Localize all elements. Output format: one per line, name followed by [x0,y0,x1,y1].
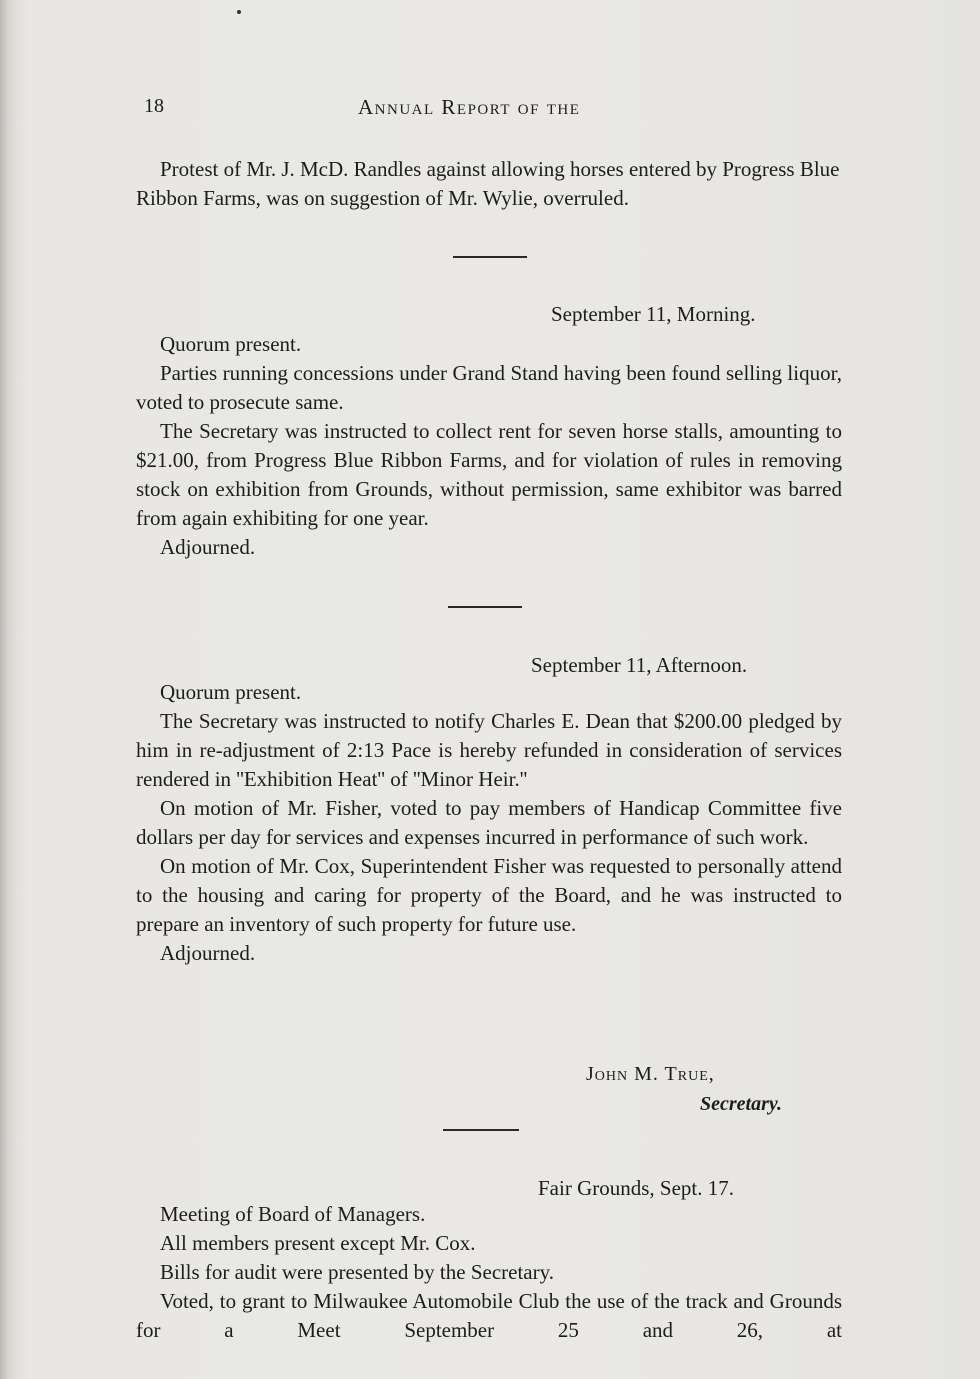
paragraph: Meeting of Board of Managers. [160,1202,426,1226]
print-speck [237,10,241,14]
section-divider [448,606,522,608]
page-header [140,95,840,125]
section-sept-17 [136,1200,842,1345]
paragraph: Protest of Mr. J. McD. Randles against allowing horses entered by Progress Blue Ribbon Farms, was on suggestion of Mr. Wylie, overruled. [136,157,840,210]
running-title: Annual Report of the [358,95,581,119]
paragraph: Parties running concessions under Grand Stand having been found selling liquor, voted to prosecute same. [136,361,842,414]
paragraph: Adjourned. [160,535,256,559]
paragraph: The Secretary was instructed to notify Charles E. Dean that $200.00 pledged by him in re-adjustment of 2:13 Pace is hereby refunded in consideration of services rendered in ''Exhibition Heat'' of ''Minor Heir.'' [136,709,842,791]
paragraph: Adjourned. [160,941,256,965]
paragraph: The Secretary was instructed to collect rent for seven horse stalls, amounting to $21.00, from Progress Blue Ribbon Farms, and for violation of rules in removing stock on exhibition from Grounds, without permission, same exhibitor was barred from again exhibiting for one year. [136,419,842,530]
signature-name: John M. True, [586,1063,715,1085]
paragraph: Quorum present. [160,332,302,356]
page-number: 18 [144,95,164,117]
signature-title: Secretary. [700,1093,783,1115]
paragraph: All members present except Mr. Cox. [160,1231,476,1255]
dateline-sept-17: Fair Grounds, Sept. 17. [538,1176,734,1200]
section-sept-11-morning [136,330,842,562]
section-sept-11-afternoon [136,678,842,968]
paragraph: On motion of Mr. Fisher, voted to pay members of Handicap Committee five dollars per day for services and expenses incurred in performance of such work. [136,796,842,849]
section-divider [453,256,527,258]
dateline-sept-11-afternoon: September 11, Afternoon. [531,653,748,677]
section-divider [443,1129,519,1131]
dateline-sept-11-morning: September 11, Morning. [551,302,756,326]
paragraph: Voted, to grant to Milwaukee Automobile Club the use of the track and Grounds for a Meet September 25 and 26, at [136,1289,842,1342]
paragraph: On motion of Mr. Cox, Superintendent Fisher was requested to personally attend to the housing and caring for property of the Board, and he was instructed to prepare an inventory of such property for future use. [136,854,842,936]
page-spine-shadow [0,0,18,1379]
section-protest [136,155,842,213]
paragraph: Quorum present. [160,680,302,704]
paragraph: Bills for audit were presented by the Secretary. [160,1260,554,1284]
